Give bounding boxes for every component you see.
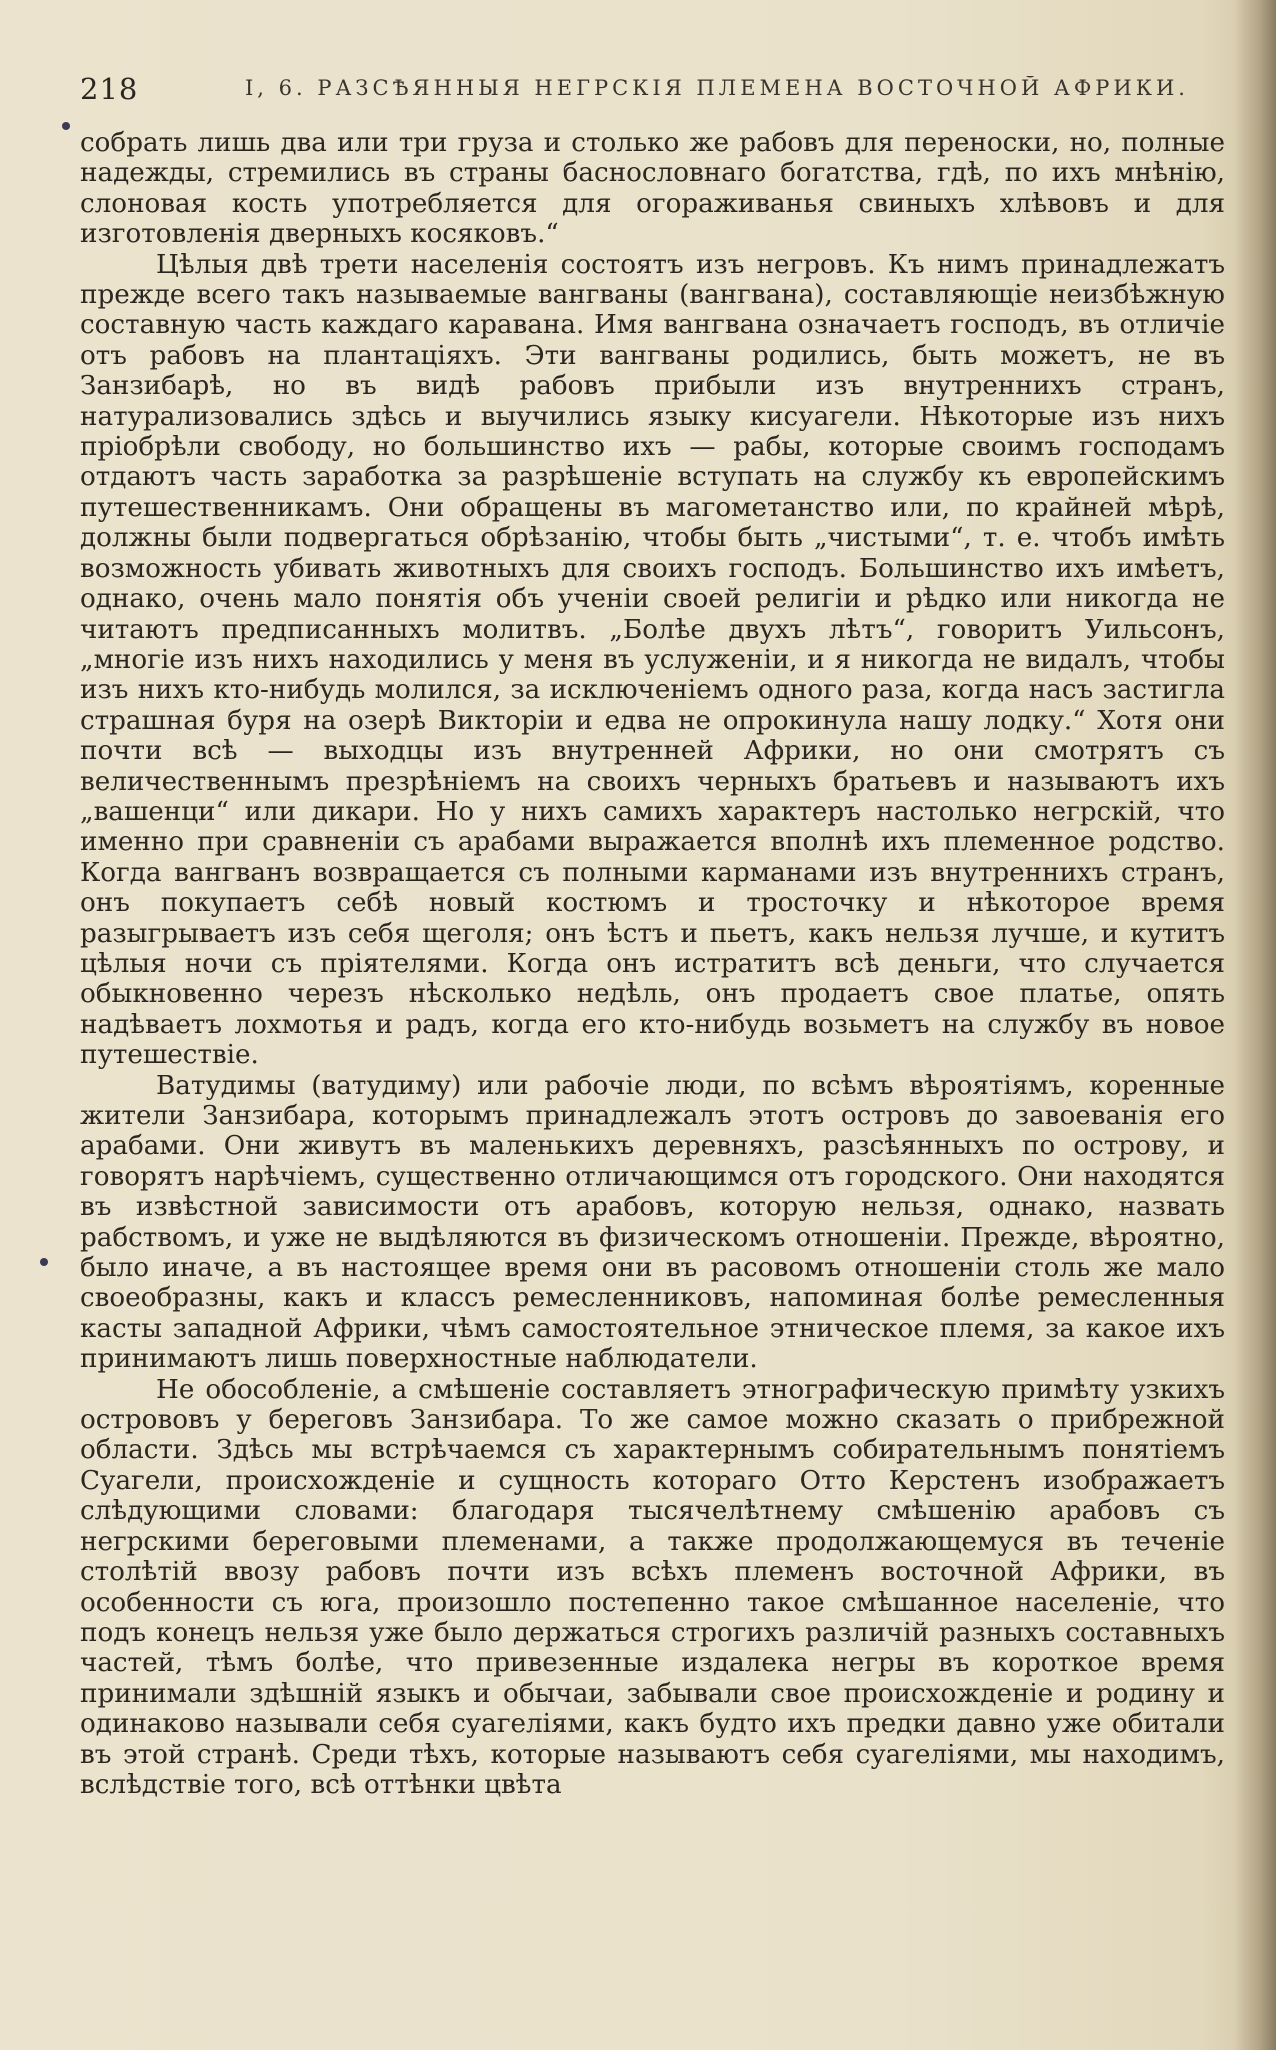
page-number: 218	[80, 72, 139, 106]
margin-bullet-mark	[40, 1258, 48, 1266]
paragraph-vatudimy: Ватудимы (ватудиму) или рабочіе люди, по всѣмъ вѣроятіямъ, коренные жители Занзибара, которымъ принадлежалъ этотъ островъ до завоеванія его арабами. Они живутъ въ маленькихъ деревняхъ, разсѣянныхъ по острову, и говорятъ нарѣчіемъ, существенно отличающимся отъ городского. Они находятся въ извѣстной зависимости отъ арабовъ, которую нельзя, однако, назвать рабствомъ, и уже не выдѣляются въ физическомъ отношеніи. Прежде, вѣроятно, было иначе, а въ настоящее время они въ расовомъ отношеніи столь же мало своеобразны, какъ и классъ ремесленниковъ, напоминая болѣе ремесленныя касты западной Африки, чѣмъ самостоятельное этническое племя, за какое ихъ принимаютъ лишь поверхностные наблюдатели.	[80, 1070, 1225, 1375]
paragraph-continuation: собрать лишь два или три груза и столько же рабовъ для переноски, но, полные надежды, стремились въ страны баснословнаго богатства, гдѣ, по ихъ мнѣнію, слоновая кость употребляется для огораживанья свиныхъ хлѣвовъ и для изготовленія дверныхъ косяковъ.“	[80, 128, 1225, 250]
page-header	[80, 72, 1230, 112]
paragraph-vangvany: Цѣлыя двѣ трети населенія состоятъ изъ негровъ. Къ нимъ принадлежатъ прежде всего такъ называемые вангваны (вангвана), составляющіе неизбѣжную составную часть каждаго каравана. Имя вангвана означаетъ господъ, въ отличіе отъ рабовъ на плантаціяхъ. Эти вангваны родились, быть можетъ, не въ Занзибарѣ, но въ видѣ рабовъ прибыли изъ внутреннихъ странъ, натурализовались здѣсь и выучились языку кисуагели. Нѣкоторые изъ нихъ пріобрѣли свободу, но большинство ихъ — рабы, которые своимъ господамъ отдаютъ часть заработка за разрѣшеніе вступать на службу къ европейскимъ путешественникамъ. Они обращены въ магометанство или, по крайней мѣрѣ, должны были подвергаться обрѣзанію, чтобы быть „чистыми“, т. е. чтобъ имѣть возможность убивать животныхъ для своихъ господъ. Большинство ихъ имѣетъ, однако, очень мало понятія объ ученіи своей религіи и рѣдко или никогда не читаютъ предписанныхъ молитвъ. „Болѣе двухъ лѣтъ“, говоритъ Уильсонъ, „многіе изъ нихъ находились у меня въ услуженіи, и я никогда не видалъ, чтобы изъ нихъ кто-нибудь молился, за исключеніемъ одного раза, когда насъ застигла страшная буря на озерѣ Викторіи и едва не опрокинула нашу лодку.“ Хотя они почти всѣ — выходцы изъ внутренней Африки, но они смотрятъ съ величественнымъ презрѣніемъ на своихъ черныхъ братьевъ и называютъ ихъ „вашенци“ или дикари. Но у нихъ самихъ характеръ настолько негрскій, что именно при сравненіи съ арабами выражается вполнѣ ихъ племенное родство. Когда вангванъ возвращается съ полными карманами изъ внутреннихъ странъ, онъ покупаетъ себѣ новый костюмъ и тросточку и нѣкоторое время разыгрываетъ изъ себя щеголя; онъ ѣстъ и пьетъ, какъ нельзя лучше, и кутитъ цѣлыя ночи съ пріятелями. Когда онъ истратитъ всѣ деньги, что случается обыкновенно черезъ нѣсколько недѣль, онъ продаетъ свое платье, опять надѣваетъ лохмотья и радъ, когда его кто-нибудь возьметъ на службу въ новое путешествіе.	[80, 249, 1225, 1071]
running-head: I, 6. РАЗСѢЯННЫЯ НЕГРСКІЯ ПЛЕМЕНА ВОСТОЧНОЙ АФРИКИ.	[245, 76, 1189, 100]
page-edge-shadow	[1234, 0, 1276, 2050]
body-text	[80, 128, 1225, 1800]
ink-dot-mark	[62, 122, 70, 130]
paragraph-suageli: Не обособленіе, а смѣшеніе составляетъ этнографическую примѣту узкихъ острововъ у береговъ Занзибара. То же самое можно сказать о прибрежной области. Здѣсь мы встрѣчаемся съ характернымъ собирательнымъ понятіемъ Суагели, происхожденіе и сущность котораго Отто Керстенъ изображаетъ слѣдующими словами: благодаря тысячелѣтнему смѣшенію арабовъ съ негрскими береговыми племенами, а также продолжающемуся въ теченіе столѣтій ввозу рабовъ почти изъ всѣхъ племенъ восточной Африки, въ особенности съ юга, произошло постепенно такое смѣшанное населеніе, что подъ конецъ нельзя уже было держаться строгихъ различій разныхъ составныхъ частей, тѣмъ болѣе, что привезенные издалека негры въ короткое время принимали здѣшній языкъ и обычаи, забывали свое происхожденіе и родину и одинаково называли себя суагеліями, какъ будто ихъ предки давно уже обитали въ этой странѣ. Среди тѣхъ, которые называютъ себя суагеліями, мы находимъ, вслѣдствіе того, всѣ оттѣнки цвѣта	[80, 1374, 1225, 1800]
